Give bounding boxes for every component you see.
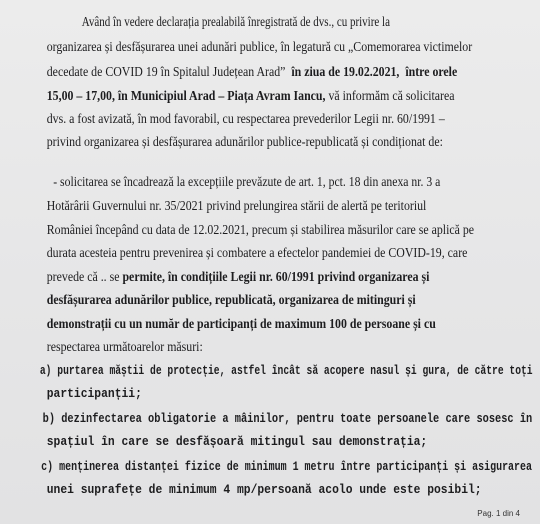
text: respectarea următoarelor măsuri: [46,339,203,354]
para2-line5 [0,269,532,285]
page-number: Pag. 1 din 4 [477,509,520,518]
text: vă informăm că solicitarea [328,88,455,103]
para2-line8 [0,339,532,355]
text: privind organizarea și desfășurarea adunărilor publice-republicată și condiționat de: [46,134,443,149]
text: durata acesteia pentru prevenirea și combatere a efectelor pandemiei de COVID-19, care [46,245,468,260]
text: decedate de COVID 19 în Spitalul Județean Arad” [46,64,286,79]
para2-line1 [0,174,532,190]
text: Având în vedere declarația prealabilă înregistrată de dvs., cu privire la [81,14,390,29]
text: dvs. a fost avizată, în mod favorabil, cu respectarea prevederilor Legii nr. 60/1991 – [46,111,445,126]
measure-b-line1 [0,411,533,427]
text: a) purtarea măștii de protecție, astfel încât să acopere nasul și gura, de către toți [39,364,533,378]
quote-bold: permite, în condițiile Legii nr. 60/1991 privind organizarea și [122,269,430,284]
text: Hotărârii Guvernului nr. 35/2021 privind prelungirea stării de alertă pe teritoriul [46,198,427,213]
para1-line3 [0,64,532,80]
text: organizarea și desfășurarea unei adunări publice, în legatură cu „Comemorarea victimelor [46,39,473,54]
para1-line5 [0,111,532,127]
measure-c-line1 [0,459,533,475]
quote-bold: demonstrații cu un număr de participanți de maximum 100 de persoane și cu [46,316,436,331]
measure-a-line2 [0,386,532,402]
text: c) menținerea distanței fizice de minimum 1 metru între participanți și asigurarea [41,460,533,474]
text: spațiul în care se desfășoară mitingul sau demonstrația; [46,435,428,449]
measure-a-line1 [0,363,533,379]
para2-line4 [0,245,532,261]
para2-line6 [0,292,532,308]
text: b) dezinfectarea obligatorie a mâinilor, pentru toate persoanele care sosesc în [42,412,533,426]
measure-b-line2 [0,434,532,450]
measure-c-line2 [0,482,532,498]
text: participanții; [46,387,142,401]
quote-bold: desfășurarea adunărilor publice, republicată, organizarea de mitinguri și [46,292,416,307]
time-bold: 15,00 – 17,00, în [46,88,128,103]
para1-line2 [0,39,532,55]
text: unei suprafețe de minimum 4 mp/persoană acolo unde este posibil; [46,483,482,497]
text: - solicitarea se încadrează la excepțiile prevăzute de art. 1, pct. 18 din anexa nr. 3 a [53,174,441,189]
para2-line2 [0,198,532,214]
text: prevede că .. se [46,269,120,284]
para1-line1 [0,14,532,30]
location-bold: Municipiul Arad – Piața Avram Iancu, [130,88,326,103]
hours-bold: între orele [405,64,458,79]
para1-line4 [0,88,532,104]
date-bold: în ziua de 19.02.2021, [291,64,400,79]
para2-line7 [0,316,532,332]
para1-line6 [0,134,532,150]
text: României începând cu data de 12.02.2021, precum și stabilirea măsurilor care se aplică pe [46,222,475,237]
para2-line3 [0,222,532,238]
